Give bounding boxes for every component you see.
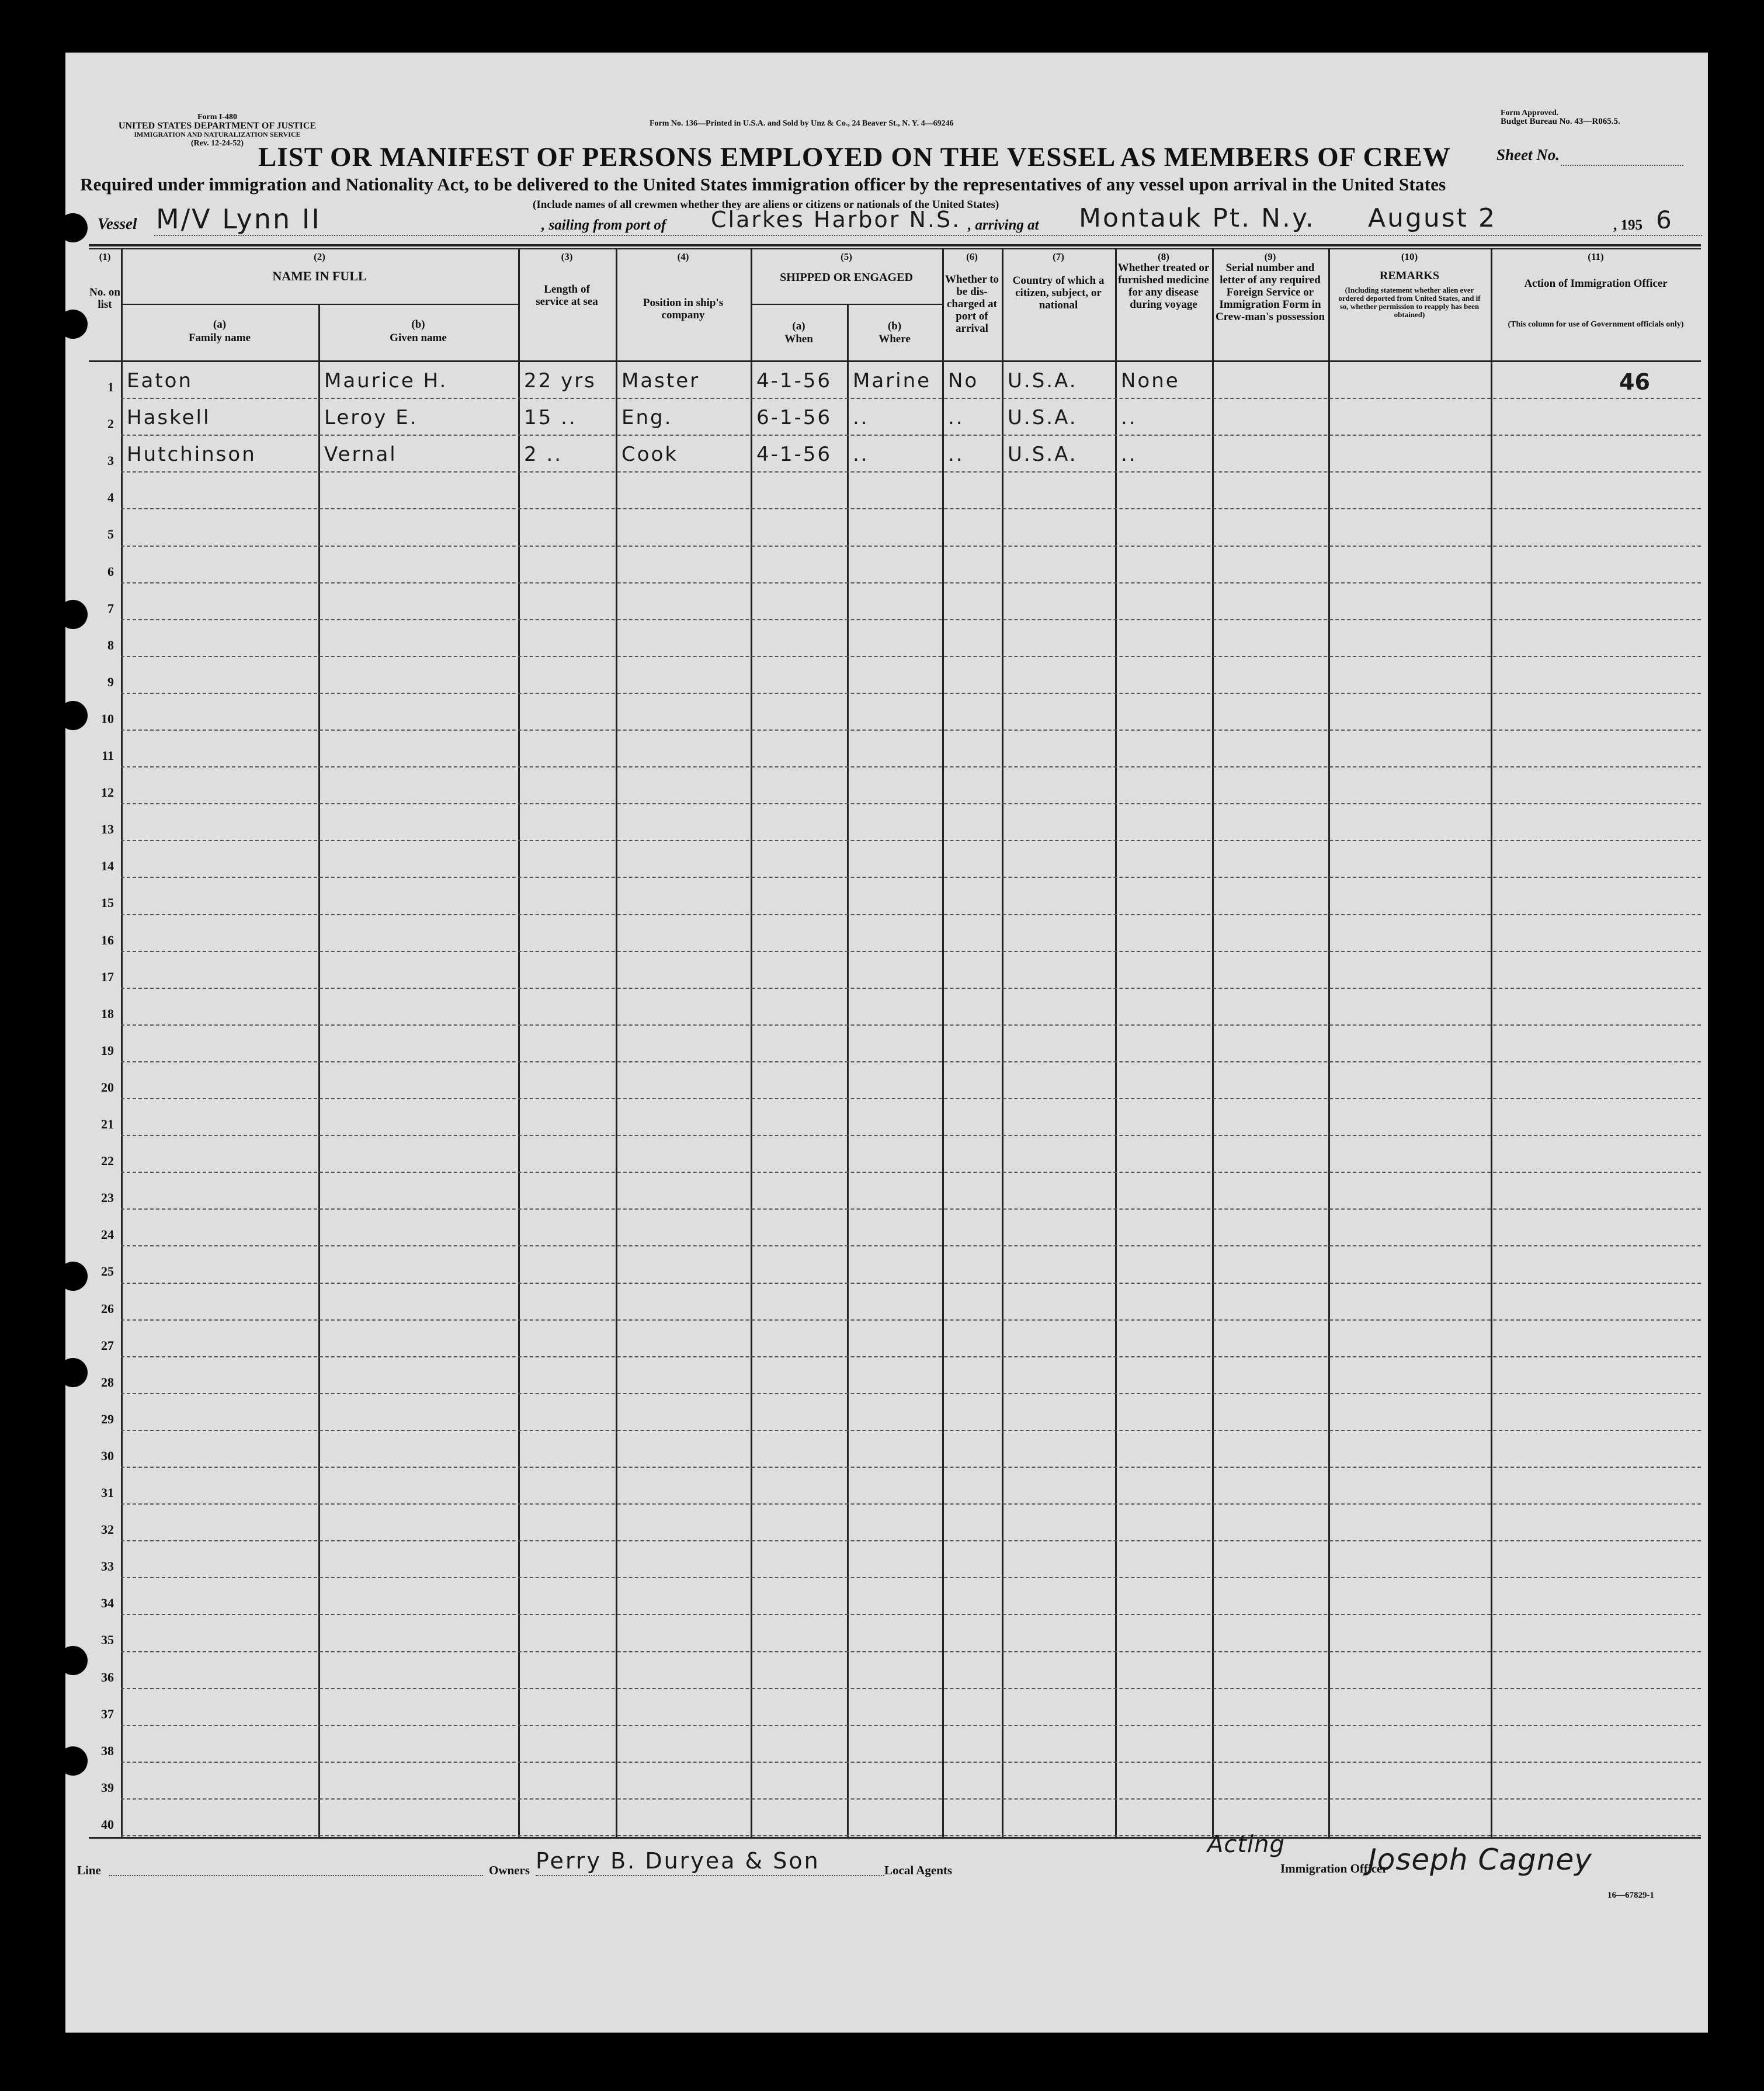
row-rule — [121, 1356, 1701, 1357]
col8-num: (8) — [1158, 251, 1169, 262]
department: UNITED STATES DEPARTMENT OF JUSTICE — [118, 121, 317, 131]
col9-label: Serial number and letter of any required Foreign Service or Immigration Form in Crew-man's possession — [1215, 262, 1325, 323]
revision: (Rev. 12-24-52) — [190, 139, 244, 148]
row-rule — [121, 1577, 1701, 1578]
col-divider — [751, 248, 752, 1837]
row-rule — [121, 1283, 1701, 1284]
row-rule — [121, 1467, 1701, 1468]
row-number: 24 — [101, 1227, 114, 1242]
row-rule — [121, 471, 1701, 473]
row-rule — [121, 914, 1701, 915]
row-number: 27 — [101, 1338, 114, 1353]
cell-action[interactable]: 46 — [1619, 369, 1650, 395]
row-number: 38 — [101, 1743, 114, 1758]
row-rule — [121, 766, 1701, 767]
cell-position[interactable]: Master — [621, 369, 700, 393]
row-rule — [121, 435, 1701, 436]
owners-field — [536, 1875, 944, 1876]
shipped-subhead-rule — [751, 304, 942, 305]
row-number: 25 — [101, 1264, 114, 1279]
owners-value[interactable]: Perry B. Duryea & Son — [536, 1848, 820, 1874]
row-number: 1 — [107, 380, 114, 394]
row-number: 20 — [101, 1079, 114, 1095]
col8-label: Whether treated or furnished medicine for any disease during voyage — [1117, 262, 1210, 311]
row-rule — [121, 656, 1701, 657]
acting-value: Acting — [1207, 1831, 1285, 1858]
subtitle: Required under immigration and Nationality Act, to be delivered to the United States immigration officer by the representatives of any vessel upon arrival in the United States — [80, 174, 1446, 194]
row-rule — [121, 730, 1701, 731]
row-number: 39 — [101, 1780, 114, 1795]
form-id: Form I-480 — [197, 113, 238, 121]
punch-hole — [58, 701, 88, 730]
row-number: 13 — [101, 822, 114, 837]
col6-num: (6) — [966, 251, 978, 262]
line-label: Line — [77, 1863, 101, 1877]
officer-signature: Joseph Cagney — [1368, 1843, 1592, 1877]
cell-when[interactable]: 6-1-56 — [756, 406, 832, 430]
vessel-line-rule — [154, 235, 1702, 236]
row-rule — [121, 877, 1701, 878]
row-rule — [121, 619, 1701, 620]
cell-country[interactable]: U.S.A. — [1008, 406, 1078, 430]
cell-given[interactable]: Maurice H. — [324, 369, 448, 393]
cell-family[interactable]: Hutchinson — [127, 443, 256, 467]
cell-family[interactable]: Eaton — [127, 369, 193, 393]
row-number: 21 — [101, 1117, 114, 1131]
row-rule — [121, 582, 1701, 583]
punch-hole — [58, 600, 88, 629]
row-number: 35 — [101, 1632, 114, 1648]
table-top-rule-2 — [89, 248, 1701, 249]
vessel-value[interactable]: M/V Lynn II — [156, 203, 321, 235]
cell-when[interactable]: 4-1-56 — [756, 369, 832, 393]
vessel-label: Vessel — [98, 215, 137, 232]
row-number: 5 — [107, 527, 114, 542]
row-rule — [121, 988, 1701, 989]
row-number: 11 — [102, 748, 114, 763]
row-rule — [121, 1503, 1701, 1505]
arriving-label: , arriving at — [968, 217, 1039, 233]
cell-when[interactable]: 4-1-56 — [756, 443, 832, 467]
cell-position[interactable]: Cook — [621, 443, 679, 467]
col2a-num: (a) — [213, 318, 227, 331]
row-number: 19 — [101, 1043, 114, 1058]
col-divider — [1212, 248, 1214, 1837]
row-rule — [121, 803, 1701, 804]
row-rule — [121, 693, 1701, 694]
col2a-label: Family name — [188, 332, 251, 344]
cell-position[interactable]: Eng. — [621, 406, 673, 430]
cell-country[interactable]: U.S.A. — [1008, 369, 1078, 393]
punch-hole — [58, 1262, 88, 1291]
row-rule — [121, 1725, 1701, 1726]
col-divider — [942, 248, 944, 1837]
sailing-label: , sailing from port of — [541, 217, 666, 233]
col-divider — [1115, 248, 1117, 1837]
row-number: 6 — [107, 564, 114, 579]
year-prefix: , 195 — [1613, 217, 1643, 233]
row-number: 31 — [101, 1485, 114, 1500]
row-rule — [121, 1614, 1701, 1615]
row-rule — [121, 1245, 1701, 1246]
row-rule — [121, 1430, 1701, 1431]
col-divider — [616, 248, 617, 1837]
row-rule — [121, 1798, 1701, 1800]
row-rule — [121, 546, 1701, 547]
col-divider — [847, 304, 849, 1837]
row-rule — [121, 1651, 1701, 1652]
row-rule — [121, 1135, 1701, 1136]
row-rule — [121, 1208, 1701, 1210]
col7-num: (7) — [1053, 251, 1064, 262]
cell-family[interactable]: Haskell — [127, 406, 211, 430]
col3-label: Length of service at sea — [536, 283, 598, 308]
row-number: 23 — [101, 1190, 114, 1206]
col10-label: REMARKS — [1379, 269, 1440, 282]
form-approved: Form Approved. — [1501, 109, 1559, 117]
cell-medicine[interactable]: None — [1121, 369, 1180, 393]
col2-label: NAME IN FULL — [272, 269, 367, 283]
row-number: 7 — [107, 600, 114, 616]
col-divider — [1491, 248, 1492, 1837]
col10-note: (Including statement whether alien ever ordered deported from United States, and if so, whether permission to reapply has been obtained) — [1338, 286, 1481, 319]
col-divider — [121, 248, 123, 1837]
approval-block — [1501, 109, 1699, 126]
service: IMMIGRATION AND NATURALIZATION SERVICE — [134, 130, 301, 138]
row-rule — [121, 1024, 1701, 1026]
col11-num: (11) — [1588, 251, 1604, 262]
punch-hole — [58, 213, 88, 242]
col5-num: (5) — [841, 251, 852, 262]
cell-country[interactable]: U.S.A. — [1008, 443, 1078, 467]
cell-given[interactable]: Leroy E. — [324, 406, 418, 430]
col2-num: (2) — [314, 251, 325, 262]
manifest-sheet — [65, 53, 1708, 2033]
arriving-value[interactable]: Montauk Pt. N.y. — [1079, 203, 1315, 233]
date-value[interactable]: August 2 — [1368, 203, 1496, 233]
row-number: 16 — [101, 932, 114, 947]
row-rule — [121, 1319, 1701, 1321]
printer-note: Form No. 136—Printed in U.S.A. and Sold by Unz & Co., 24 Beaver St., N. Y. 4—69246 — [650, 119, 954, 128]
row-rule — [121, 1172, 1701, 1173]
row-rule — [121, 1098, 1701, 1099]
row-number: 14 — [101, 859, 114, 874]
punch-hole — [58, 1746, 88, 1776]
row-number: 2 — [107, 416, 114, 432]
cell-given[interactable]: Vernal — [324, 443, 397, 467]
cell-length[interactable]: 15 .. — [524, 406, 577, 430]
officer-label: Immigration Officer — [1280, 1861, 1388, 1875]
owners-label: Owners — [489, 1863, 530, 1877]
row-number: 30 — [101, 1448, 114, 1463]
row-number: 4 — [107, 490, 114, 505]
cell-discharged[interactable]: .. — [948, 443, 964, 467]
name-subhead-rule — [121, 304, 518, 305]
row-number: 17 — [101, 969, 114, 984]
sheet-field[interactable] — [1561, 165, 1683, 167]
row-number: 12 — [101, 785, 114, 800]
cell-length[interactable]: 2 .. — [524, 443, 563, 467]
cell-discharged[interactable]: .. — [948, 406, 964, 430]
row-rule — [121, 1540, 1701, 1541]
sailing-value[interactable]: Clarkes Harbor N.S. — [711, 207, 961, 232]
page-title: LIST OR MANIFEST OF PERSONS EMPLOYED ON THE VESSEL AS MEMBERS OF CREW — [258, 142, 1451, 172]
year-digit[interactable]: 6 — [1656, 206, 1673, 234]
col2b-num: (b) — [411, 318, 425, 331]
form-code: 16—67829-1 — [1607, 1891, 1654, 1900]
row-rule — [121, 1393, 1701, 1394]
row-rule — [121, 508, 1701, 509]
col-divider — [518, 248, 520, 1837]
col6-label: Whether to be dis-charged at port of arrival — [945, 273, 999, 335]
row-rule — [121, 951, 1701, 952]
row-rule — [121, 1688, 1701, 1689]
col4-num: (4) — [677, 251, 689, 262]
row-number: 10 — [101, 711, 114, 726]
row-number: 22 — [101, 1154, 114, 1169]
row-rule — [121, 398, 1701, 399]
col10-num: (10) — [1401, 251, 1418, 262]
row-rule — [121, 1762, 1701, 1763]
col7-label: Country of which a citizen, subject, or national — [1012, 275, 1105, 311]
row-number: 40 — [101, 1816, 114, 1832]
row-rule — [121, 1061, 1701, 1062]
col5b-num: (b) — [887, 320, 902, 332]
cell-medicine[interactable]: .. — [1121, 406, 1137, 430]
row-number: 28 — [101, 1374, 114, 1390]
cell-length[interactable]: 22 yrs — [524, 369, 596, 393]
row-number: 37 — [101, 1706, 114, 1721]
row-number: 9 — [107, 674, 114, 689]
line-field[interactable] — [109, 1875, 483, 1876]
col1-num: (1) — [99, 251, 111, 262]
col2b-label: Given name — [390, 332, 447, 344]
col3-num: (3) — [561, 251, 573, 262]
row-number: 3 — [107, 453, 114, 468]
row-number: 15 — [101, 895, 114, 911]
col11-note: (This column for use of Government officials only) — [1508, 320, 1684, 329]
col5a-num: (a) — [792, 320, 805, 332]
row-number: 18 — [101, 1006, 114, 1021]
col5a-label: When — [784, 333, 813, 345]
row-number: 8 — [107, 637, 114, 652]
col-divider — [1328, 248, 1330, 1837]
row-rule — [121, 840, 1701, 841]
row-number: 29 — [101, 1411, 114, 1426]
col5-label: SHIPPED OR ENGAGED — [780, 271, 913, 284]
row-number: 26 — [101, 1301, 114, 1316]
punch-hole — [58, 310, 88, 339]
col9-num: (9) — [1264, 251, 1276, 262]
cell-where[interactable]: .. — [853, 406, 869, 430]
cell-where[interactable]: .. — [853, 443, 869, 467]
col11-label: Action of Immigration Officer — [1524, 277, 1668, 290]
agents-label: Local Agents — [884, 1863, 953, 1877]
punch-hole — [58, 1358, 88, 1387]
table-top-rule — [89, 244, 1701, 246]
row-number: 36 — [101, 1669, 114, 1684]
cell-discharged[interactable]: No — [948, 369, 979, 393]
row-number: 33 — [101, 1559, 114, 1574]
col1-label: No. on list — [89, 286, 120, 311]
row-rule — [121, 1835, 1701, 1836]
col-divider — [318, 304, 320, 1837]
col4-label: Position in ship's company — [643, 297, 724, 321]
header-bottom-rule — [89, 360, 1701, 362]
col-divider — [1002, 248, 1003, 1837]
row-number: 34 — [101, 1596, 114, 1611]
cell-medicine[interactable]: .. — [1121, 443, 1137, 467]
punch-hole — [58, 1646, 88, 1675]
budget-bureau: Budget Bureau No. 43—R065.5. — [1501, 117, 1620, 126]
col5b-label: Where — [878, 333, 911, 345]
table-bottom-rule — [89, 1837, 1701, 1839]
instruction: (Include names of all crewmen whether they are aliens or citizens or nationals of the United States) — [533, 199, 999, 211]
cell-where[interactable]: Marine — [853, 369, 932, 393]
sheet-label: Sheet No. — [1496, 146, 1560, 164]
row-number: 32 — [101, 1522, 114, 1537]
